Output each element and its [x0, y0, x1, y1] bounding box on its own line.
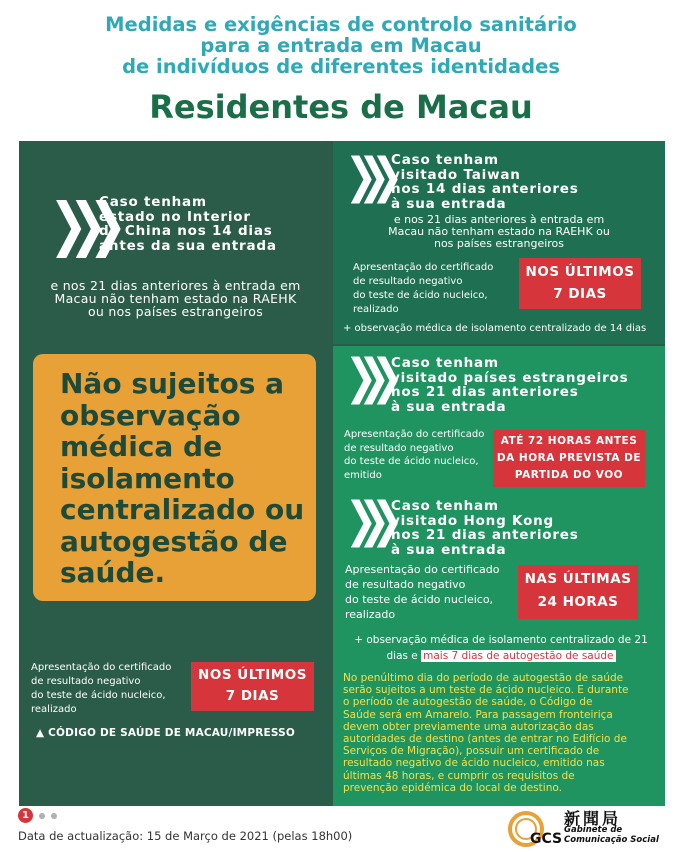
- cert-line: Apresentação do certificado: [353, 262, 494, 273]
- update-date: Data de actualização: 15 de Março de 2021 (pelas 18h00): [18, 829, 353, 843]
- hongkong-isolation-note: [346, 632, 656, 664]
- page-indicator-dot[interactable]: [39, 813, 45, 819]
- cert-line: realizado: [31, 704, 77, 715]
- mainland-heading: [99, 195, 277, 253]
- badge-line: NOS ÚLTIMOS: [198, 667, 307, 683]
- notice-line: devem obter previamente uma autorização das: [343, 720, 594, 733]
- heading-line: nos 21 dias anteriores: [391, 384, 579, 400]
- cert-line: realizado: [345, 608, 396, 621]
- badge-line: 7 DIAS: [553, 286, 607, 302]
- cert-line: do teste de ácido nucleico,: [345, 593, 494, 606]
- cert-line: do teste de ácido nucleico,: [344, 456, 479, 467]
- info-card: [19, 141, 665, 806]
- taiwan-condition: [333, 214, 665, 250]
- heading-line: visitado Hong Kong: [391, 512, 555, 529]
- cert-line: do teste de ácido nucleico,: [31, 690, 166, 701]
- condition-line: e nos 21 dias anteriores à entrada em: [50, 278, 301, 293]
- cert-line: de resultado negativo: [353, 276, 463, 287]
- condition-line: Macau não tenham estado na RAEHK ou: [388, 225, 610, 238]
- title-line: de indivíduos de diferentes identidades: [122, 55, 560, 78]
- health-code-note: [36, 726, 295, 740]
- cert-line: do teste de ácido nucleico,: [353, 290, 488, 301]
- exemption-line: autogestão de: [60, 524, 288, 558]
- notice-line: prevenção epidémica do local de destino.: [343, 781, 562, 794]
- logo-pt-line: Gabinete de: [564, 825, 623, 835]
- hongkong-heading: [391, 499, 579, 557]
- exemption-line: isolamento: [60, 461, 235, 495]
- heading-line: visitado países estrangeiros: [391, 369, 629, 386]
- notice-line: últimas 48 horas, e cumprir os requisitos de: [343, 769, 575, 782]
- page-indicator-dot[interactable]: [51, 813, 57, 819]
- foreign-badge: [493, 430, 645, 487]
- heading-line: da China nos 14 dias: [99, 223, 273, 239]
- cert-line: Apresentação do certificado: [345, 563, 500, 576]
- gcs-logo-icon: [504, 807, 563, 847]
- title-line: para a entrada em Macau: [200, 34, 482, 57]
- taiwan-heading: [391, 153, 579, 211]
- note-line: [346, 648, 656, 664]
- heading-line: Caso tenham: [391, 152, 499, 168]
- heading-line: Caso tenham: [391, 355, 499, 371]
- badge-line: 7 DIAS: [225, 688, 280, 704]
- cert-line: Apresentação do certificado: [31, 662, 172, 673]
- badge-line: DA HORA PREVISTA DE: [496, 452, 642, 464]
- taiwan-isolation-note: + observação médica de isolamento centralizado de 14 dias: [343, 323, 647, 334]
- mainland-badge: [191, 662, 314, 711]
- title-line: Medidas e exigências de controlo sanitário: [105, 13, 577, 36]
- cert-line: Apresentação do certificado: [344, 429, 485, 440]
- exemption-line: Não sujeitos a: [60, 367, 285, 400]
- heading-line: à sua entrada: [391, 398, 507, 415]
- double-chevron-right-icon: ❯❯❯: [345, 349, 384, 405]
- exemption-line: médica de: [60, 430, 223, 463]
- cert-line: realizado: [353, 304, 399, 315]
- condition-line: Macau não tenham estado na RAEHK: [54, 291, 297, 306]
- foreign-hk-panel: [333, 346, 665, 806]
- exemption-text: [60, 368, 310, 589]
- foreign-heading: [391, 356, 628, 414]
- condition-line: nos países estrangeiros: [433, 237, 565, 250]
- exemption-line: observação: [60, 398, 241, 432]
- mainland-condition: [19, 279, 332, 318]
- yellow-code-notice: [343, 672, 659, 794]
- logo-portuguese-name: [564, 826, 659, 845]
- badge-line: ATÉ 72 HORAS ANTES: [500, 435, 638, 447]
- heading-line: nos 14 dias anteriores: [391, 181, 579, 197]
- self-management-highlight: mais 7 dias de autogestão de saúde: [423, 650, 614, 662]
- badge-line: NAS ÚLTIMAS: [524, 571, 632, 587]
- triangle-up-icon: ▲: [36, 727, 45, 739]
- double-chevron-right-icon: ❯❯❯: [345, 492, 384, 548]
- double-chevron-right-icon: ❯❯❯: [49, 190, 109, 258]
- notice-line: Saúde será em Amarelo. Para passagem fronteiriça: [343, 708, 613, 721]
- hongkong-badge: [518, 565, 638, 619]
- page-indicator-active[interactable]: 1: [18, 808, 33, 823]
- double-chevron-right-icon: ❯❯❯: [345, 148, 384, 204]
- logo-letters: GCS: [530, 831, 563, 847]
- heading-line: antes da sua entrada: [99, 237, 277, 254]
- page-subtitle: Residentes de Macau: [149, 88, 533, 126]
- taiwan-panel: [333, 141, 665, 344]
- cert-line: emitido: [344, 469, 382, 481]
- badge-line: NOS ÚLTIMOS: [525, 264, 635, 280]
- heading-line: visitado Taiwan: [391, 166, 521, 183]
- heading-line: nos 21 dias anteriores: [391, 527, 579, 543]
- cert-line: de resultado negativo: [344, 442, 454, 454]
- hongkong-certificate: [345, 562, 499, 622]
- condition-line: e nos 21 dias anteriores à entrada em: [393, 213, 605, 226]
- exemption-line: saúde.: [60, 556, 166, 589]
- health-code-text: CÓDIGO DE SAÚDE DE MACAU/IMPRESSO: [48, 727, 296, 739]
- cert-line: de resultado negativo: [31, 676, 141, 687]
- exemption-box: [33, 354, 316, 601]
- condition-line: ou nos países estrangeiros: [87, 304, 264, 319]
- notice-line: Serviços de Migração), possuir um certificado de: [343, 745, 600, 758]
- heading-line: à sua entrada: [391, 541, 507, 558]
- notice-line: serão sujeitos a um teste de ácido nucleico. E durante: [343, 684, 629, 697]
- exemption-line: centralizado ou: [60, 493, 305, 526]
- notice-line: o período de autogestão de saúde, o Código de: [343, 696, 593, 709]
- taiwan-certificate: [353, 261, 493, 317]
- heading-line: à sua entrada: [391, 195, 507, 212]
- mainland-panel: [19, 141, 332, 806]
- note-text: dias e: [386, 650, 418, 662]
- heading-line: Caso tenham: [99, 194, 207, 210]
- notice-line: resultado negativo de ácido nucleico, emitido nas: [343, 757, 605, 770]
- heading-line: estado no Interior: [99, 208, 251, 225]
- note-line: + observação médica de isolamento centralizado de 21: [354, 634, 648, 646]
- page-title: [0, 14, 682, 77]
- badge-line: PARTIDA DO VOO: [514, 469, 624, 481]
- mainland-certificate: [31, 661, 171, 717]
- badge-line: 24 HORAS: [537, 594, 619, 610]
- logo-pt-line: Comunicação Social: [564, 834, 659, 845]
- notice-line: No penúltimo dia do período de autogestão de saúde: [343, 672, 624, 684]
- cert-line: de resultado negativo: [345, 578, 466, 591]
- taiwan-badge: [519, 258, 641, 309]
- foreign-certificate: [344, 428, 484, 482]
- logo-chinese-name: 新聞局: [564, 809, 622, 828]
- notice-line: autoridades de destino (antes de entrar no Edifício de: [343, 733, 627, 746]
- heading-line: Caso tenham: [391, 498, 499, 514]
